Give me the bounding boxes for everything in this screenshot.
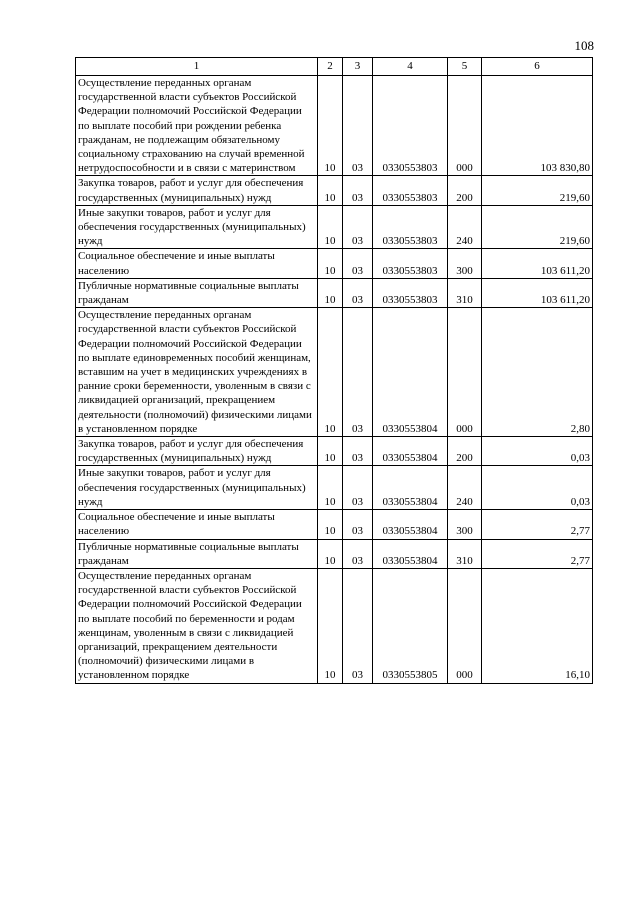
subsection-code-cell: 03 xyxy=(343,437,373,466)
row-name-cell: Иные закупки товаров, работ и услуг для обеспечения государственных (муниципальных) нужд xyxy=(76,205,318,249)
expense-type-cell: 000 xyxy=(448,568,482,683)
subsection-code-cell: 03 xyxy=(343,76,373,176)
table-header-row xyxy=(76,58,593,76)
subsection-code-cell: 03 xyxy=(343,539,373,568)
section-code-cell: 10 xyxy=(318,76,343,176)
section-code-cell: 10 xyxy=(318,510,343,539)
table-row xyxy=(76,205,593,249)
section-code-cell: 10 xyxy=(318,466,343,510)
row-name-cell: Социальное обеспечение и иные выплаты населению xyxy=(76,510,318,539)
row-name-cell: Осуществление переданных органам государственной власти субъектов Российской Федерации полномочий Российской Федерации по выплате единовременных пособий женщинам, вставшим на учет в медицинских учреждениях в ранние сроки беременности, уволенным в связи с ликвидацией организаций, прекращением деятельности (полномочий) физическими лицами в установленном порядке xyxy=(76,308,318,437)
expense-type-cell: 240 xyxy=(448,466,482,510)
subsection-code-cell: 03 xyxy=(343,176,373,205)
section-code-cell: 10 xyxy=(318,437,343,466)
expense-type-cell: 200 xyxy=(448,176,482,205)
amount-cell: 219,60 xyxy=(482,205,593,249)
expense-type-cell: 300 xyxy=(448,249,482,278)
expense-type-cell: 240 xyxy=(448,205,482,249)
table-row xyxy=(76,510,593,539)
budget-table xyxy=(75,57,593,684)
amount-cell: 0,03 xyxy=(482,437,593,466)
column-header-2: 2 xyxy=(318,58,343,76)
amount-cell: 103 611,20 xyxy=(482,249,593,278)
amount-cell: 16,10 xyxy=(482,568,593,683)
amount-cell: 2,80 xyxy=(482,308,593,437)
expense-type-cell: 300 xyxy=(448,510,482,539)
section-code-cell: 10 xyxy=(318,308,343,437)
row-name-cell: Публичные нормативные социальные выплаты гражданам xyxy=(76,539,318,568)
subsection-code-cell: 03 xyxy=(343,510,373,539)
column-header-4: 4 xyxy=(373,58,448,76)
column-header-1: 1 xyxy=(76,58,318,76)
column-header-3: 3 xyxy=(343,58,373,76)
row-name-cell: Закупка товаров, работ и услуг для обеспечения государственных (муниципальных) нужд xyxy=(76,437,318,466)
expense-type-cell: 310 xyxy=(448,278,482,307)
subsection-code-cell: 03 xyxy=(343,249,373,278)
section-code-cell: 10 xyxy=(318,539,343,568)
table-row xyxy=(76,278,593,307)
amount-cell: 219,60 xyxy=(482,176,593,205)
row-name-cell: Социальное обеспечение и иные выплаты населению xyxy=(76,249,318,278)
target-article-cell: 0330553803 xyxy=(373,278,448,307)
amount-cell: 103 830,80 xyxy=(482,76,593,176)
row-name-cell: Осуществление переданных органам государственной власти субъектов Российской Федерации полномочий Российской Федерации по выплате пособий по беременности и родам женщинам, уволенным в связи с ликвидацией организаций, прекращением деятельности (полномочий) физическими лицами в установленном порядке xyxy=(76,568,318,683)
target-article-cell: 0330553804 xyxy=(373,308,448,437)
target-article-cell: 0330553803 xyxy=(373,176,448,205)
target-article-cell: 0330553803 xyxy=(373,76,448,176)
table-row xyxy=(76,568,593,683)
table-row xyxy=(76,437,593,466)
subsection-code-cell: 03 xyxy=(343,205,373,249)
row-name-cell: Осуществление переданных органам государственной власти субъектов Российской Федерации полномочий Российской Федерации по выплате пособий при рождении ребенка гражданам, не подлежащим обязательному социальному страхованию на случай временной нетрудоспособности и в связи с материнством xyxy=(76,76,318,176)
column-header-6: 6 xyxy=(482,58,593,76)
section-code-cell: 10 xyxy=(318,176,343,205)
expense-type-cell: 000 xyxy=(448,308,482,437)
target-article-cell: 0330553803 xyxy=(373,205,448,249)
section-code-cell: 10 xyxy=(318,278,343,307)
amount-cell: 2,77 xyxy=(482,510,593,539)
expense-type-cell: 310 xyxy=(448,539,482,568)
target-article-cell: 0330553803 xyxy=(373,249,448,278)
table-row xyxy=(76,176,593,205)
expense-type-cell: 000 xyxy=(448,76,482,176)
section-code-cell: 10 xyxy=(318,205,343,249)
table-row xyxy=(76,249,593,278)
section-code-cell: 10 xyxy=(318,568,343,683)
table-row xyxy=(76,466,593,510)
subsection-code-cell: 03 xyxy=(343,568,373,683)
target-article-cell: 0330553804 xyxy=(373,539,448,568)
amount-cell: 0,03 xyxy=(482,466,593,510)
table-row xyxy=(76,308,593,437)
amount-cell: 103 611,20 xyxy=(482,278,593,307)
target-article-cell: 0330553805 xyxy=(373,568,448,683)
table-body xyxy=(76,76,593,684)
column-header-5: 5 xyxy=(448,58,482,76)
target-article-cell: 0330553804 xyxy=(373,510,448,539)
section-code-cell: 10 xyxy=(318,249,343,278)
row-name-cell: Закупка товаров, работ и услуг для обеспечения государственных (муниципальных) нужд xyxy=(76,176,318,205)
subsection-code-cell: 03 xyxy=(343,466,373,510)
expense-type-cell: 200 xyxy=(448,437,482,466)
page-number: 108 xyxy=(574,38,594,53)
table-row xyxy=(76,539,593,568)
subsection-code-cell: 03 xyxy=(343,278,373,307)
table-row xyxy=(76,76,593,176)
subsection-code-cell: 03 xyxy=(343,308,373,437)
target-article-cell: 0330553804 xyxy=(373,466,448,510)
row-name-cell: Публичные нормативные социальные выплаты гражданам xyxy=(76,278,318,307)
amount-cell: 2,77 xyxy=(482,539,593,568)
row-name-cell: Иные закупки товаров, работ и услуг для обеспечения государственных (муниципальных) нужд xyxy=(76,466,318,510)
target-article-cell: 0330553804 xyxy=(373,437,448,466)
